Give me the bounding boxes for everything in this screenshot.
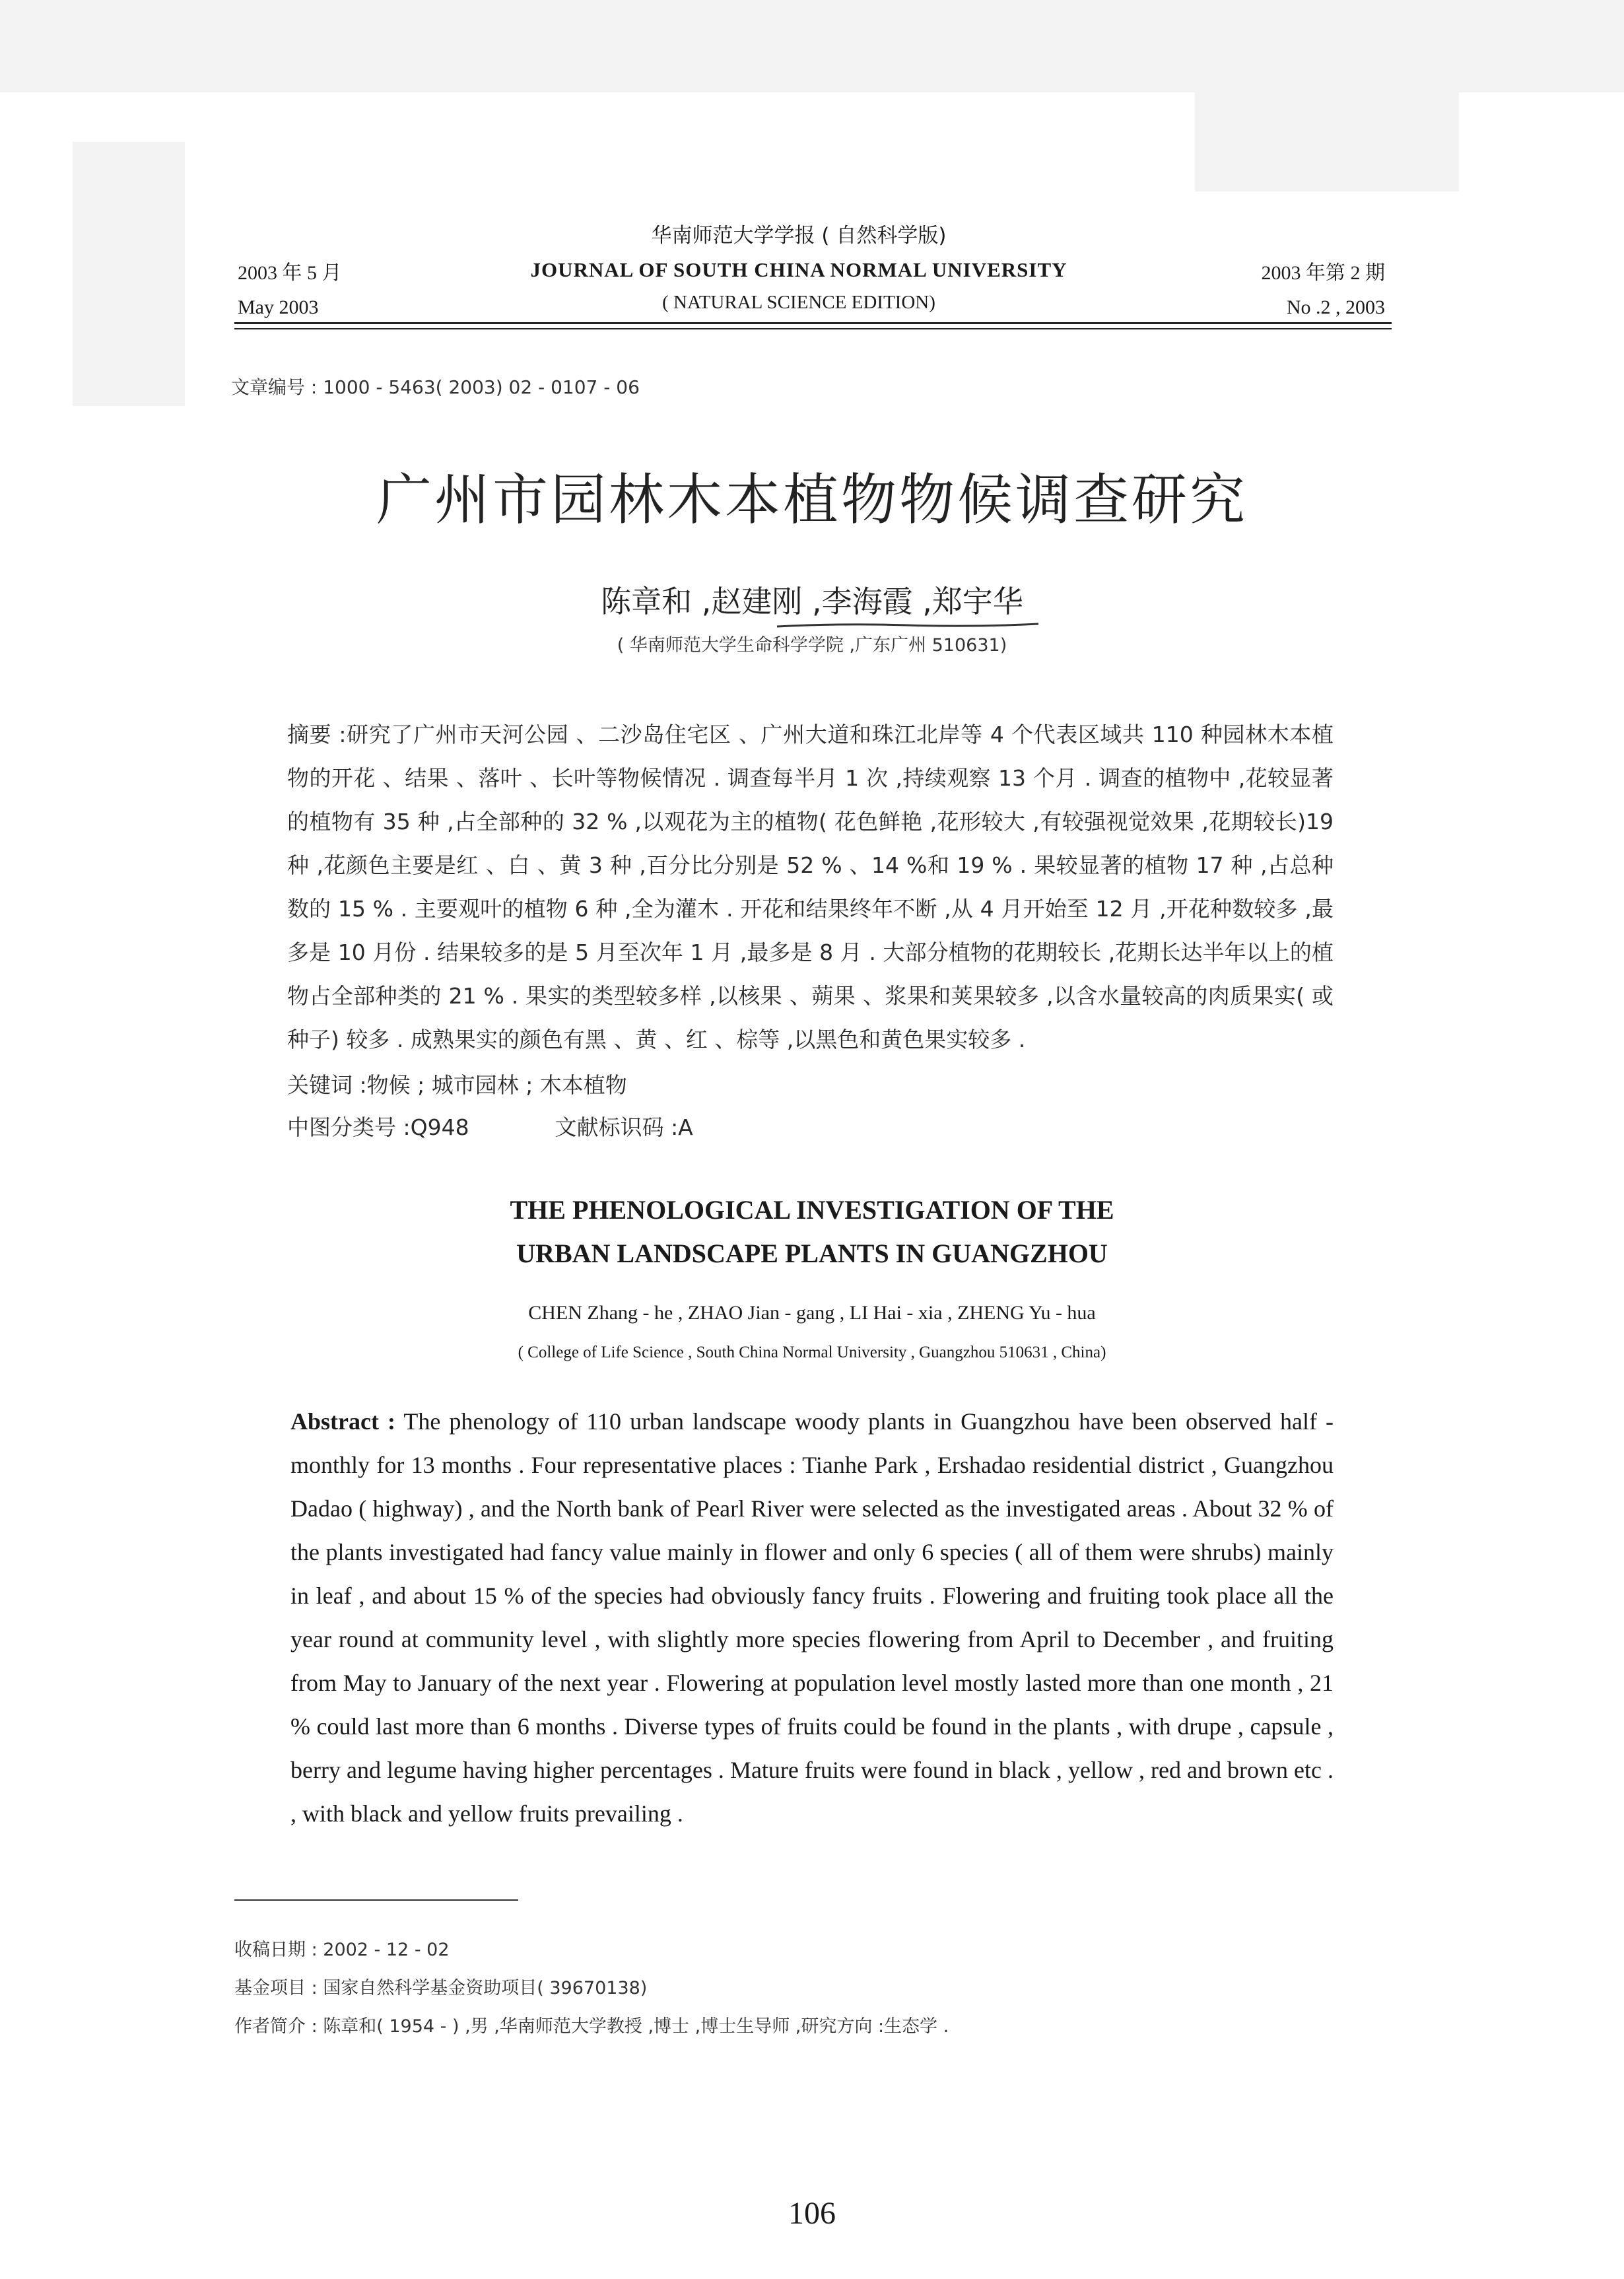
- keywords: 关键词 :物候 ; 城市园林 ; 木本植物: [287, 1072, 627, 1098]
- header-date-cn: 2003 年 5 月: [238, 262, 342, 284]
- header-date-en: May 2003: [238, 296, 319, 318]
- footnotes: [234, 1931, 949, 2046]
- issue-cn: 2003 年第 2 期: [1261, 262, 1385, 284]
- title-en-line1: THE PHENOLOGICAL INVESTIGATION OF THE: [510, 1195, 1114, 1225]
- abstract-en-label: Abstract :: [290, 1408, 395, 1435]
- abstract-cn: 摘要 :研究了广州市天河公园 、二沙岛住宅区 、广州大道和珠江北岸等 4 个代表区域共 110 种园林木本植物的开花 、结果 、落叶 、长叶等物候情况 . 调查每半月 1 次 ,持续观察 13 个月 . 调查的植物中 ,花较显著的植物有 35 种 ,占全部种的 32 % ,以观花为主的植物( 花色鲜艳 ,花形较大 ,有较强视觉效果 ,花期较长)19 种 ,花颜色主要是红 、白 、黄 3 种 ,百分比分别是 52 % 、14 %和 19 % . 果较显著的植物 17 种 ,占总种数的 15 % . 主要观叶的植物 6 种 ,全为灌木 . 开花和结果终年不断 ,从 4 月开始至 12 月 ,开花种数较多 ,最多是 10 月份 . 结果较多的是 5 月至次年 1 月 ,最多是 8 月 . 大部分植物的花期较长 ,花期长达半年以上的植物占全部种类的 21 % . 果实的类型较多样 ,以核果 、蒴果 、浆果和荚果较多 ,以含水量较高的肉质果实( 或种子) 较多 . 成熟果实的颜色有黑 、黄 、红 、棕等 ,以黑色和黄色果实较多 .: [287, 722, 1334, 1052]
- issue-en: No .2 , 2003: [1286, 296, 1385, 318]
- received-date: 收稿日期 : 2002 - 12 - 02: [234, 1940, 450, 1960]
- header-right: [1262, 256, 1386, 325]
- handwritten-underline: [776, 621, 1040, 630]
- abstract-en: [290, 1400, 1334, 1835]
- classification-line: [287, 1110, 693, 1141]
- journal-name-en: JOURNAL OF SOUTH CHINA NORMAL UNIVERSITY: [530, 258, 1067, 281]
- header-rule-bottom: [234, 328, 1392, 329]
- authors-cn: 陈章和 ,赵建刚 ,李海霞 ,郑宇华: [601, 584, 1023, 619]
- journal-masthead: [489, 218, 1109, 318]
- clc-number: 中图分类号 :Q948: [287, 1114, 469, 1140]
- authors-en: CHEN Zhang - he , ZHAO Jian - gang , LI Hai - xia , ZHENG Yu - hua: [528, 1302, 1096, 1324]
- title-en-line2: URBAN LANDSCAPE PLANTS IN GUANGZHOU: [516, 1239, 1108, 1268]
- page-number: 106: [788, 2196, 836, 2231]
- journal-edition: ( NATURAL SCIENCE EDITION): [662, 292, 935, 313]
- abstract-en-text: The phenology of 110 urban landscape woody plants in Guangzhou have been observed half - monthly for 13 months . Four representative places : Tianhe Park , Ershadao residential district , Guangzhou Dadao ( highway) , and the North bank of Pearl River were selected as the investigated areas . About 32 % of the plants investigated had fancy value mainly in flower and only 6 species ( all of them were shrubs) mainly in leaf , and about 15 % of the species had obviously fancy fruits . Flowering and fruiting took place all the year round at community level , with slightly more species flowering from April to December , and fruiting from May to January of the next year . Flowering at population level mostly lasted more than one month , 21 % could last more than 6 months . Diverse types of fruits could be found in the plants , with drupe , capsule , berry and legume having higher percentages . Mature fruits were found in black , yellow , red and brown etc . , with black and yellow fruits prevailing .: [290, 1408, 1334, 1827]
- header-rule-top: [234, 322, 1392, 324]
- header-left: [238, 256, 342, 325]
- affiliation-cn: ( 华南师范大学生命科学学院 ,广东广州 510631): [617, 635, 1007, 656]
- journal-name-cn: 华南师范大学学报 ( 自然科学版): [651, 224, 947, 248]
- footnote-rule: [234, 1899, 518, 1901]
- article-number: 文章编号 : 1000 - 5463( 2003) 02 - 0107 - 06: [231, 376, 640, 398]
- fund-info: 基金项目 : 国家自然科学基金资助项目( 39670138): [234, 1978, 648, 1998]
- document-code: 文献标识码 :A: [555, 1114, 693, 1140]
- author-bio: 作者简介 : 陈章和( 1954 - ) ,男 ,华南师范大学教授 ,博士 ,博士生导师 ,研究方向 :生态学 .: [234, 2016, 949, 2037]
- affiliation-en: ( College of Life Science , South China Normal University , Guangzhou 510631 , China): [518, 1344, 1106, 1361]
- scan-shade-right: [1195, 0, 1459, 191]
- title-cn: 广州市园林木本植物物候调查研究: [376, 467, 1248, 532]
- scan-shade-left: [73, 142, 185, 406]
- title-en: [0, 1188, 1624, 1276]
